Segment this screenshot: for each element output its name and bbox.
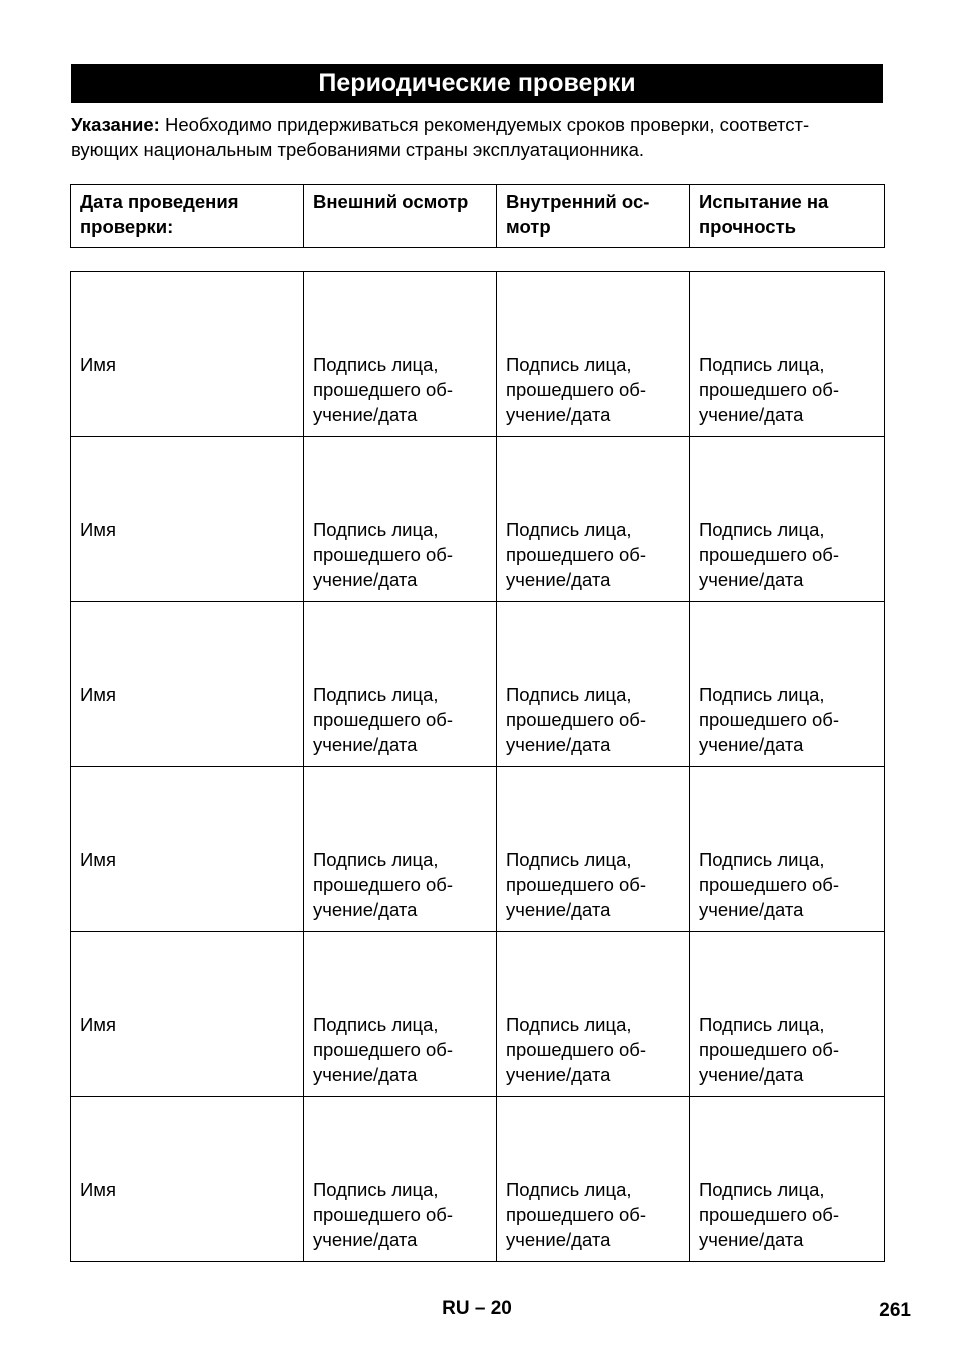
signature-label: прошедшего об-	[313, 709, 454, 730]
header-cell-strength	[690, 185, 885, 248]
header-cell-text: Дата проведения	[80, 191, 239, 212]
signature-label: учение/дата	[313, 404, 418, 425]
signature-label: прошедшего об-	[506, 1039, 647, 1060]
signature-label: учение/дата	[699, 1064, 804, 1085]
note-label: Указание:	[71, 114, 160, 135]
signature-label: Подпись лица,	[506, 1179, 632, 1200]
signature-label: Подпись лица,	[506, 849, 632, 870]
signature-label: Подпись лица,	[506, 684, 632, 705]
signature-label: учение/дата	[506, 569, 611, 590]
page-footer-label: RU – 20	[442, 1298, 512, 1319]
name-cell[interactable]	[71, 272, 304, 437]
signature-cell-strength[interactable]	[690, 932, 885, 1097]
table-row	[71, 602, 885, 767]
signature-cell-internal[interactable]	[497, 602, 690, 767]
signature-cell-internal[interactable]	[497, 272, 690, 437]
signature-label: Подпись лица,	[699, 1179, 825, 1200]
signature-cell-strength[interactable]	[690, 767, 885, 932]
signature-cell-strength[interactable]	[690, 272, 885, 437]
signature-label: прошедшего об-	[699, 544, 840, 565]
signature-cell-external[interactable]	[304, 767, 497, 932]
signature-label: прошедшего об-	[699, 1039, 840, 1060]
table-row	[71, 272, 885, 437]
signature-cell-internal[interactable]	[497, 932, 690, 1097]
signature-label: учение/дата	[313, 1064, 418, 1085]
signature-cell-strength[interactable]	[690, 1097, 885, 1262]
signature-label: Подпись лица,	[506, 354, 632, 375]
signature-label: прошедшего об-	[313, 1039, 454, 1060]
signature-cell-internal[interactable]	[497, 437, 690, 602]
signature-label: учение/дата	[313, 569, 418, 590]
name-label: Имя	[80, 354, 117, 375]
signature-label: Подпись лица,	[313, 849, 439, 870]
table-row	[71, 437, 885, 602]
signature-label: прошедшего об-	[699, 709, 840, 730]
signature-cell-strength[interactable]	[690, 602, 885, 767]
signature-label: учение/дата	[313, 734, 418, 755]
signature-label: Подпись лица,	[699, 849, 825, 870]
name-cell[interactable]	[71, 932, 304, 1097]
signature-label: Подпись лица,	[699, 684, 825, 705]
signature-label: учение/дата	[699, 569, 804, 590]
signature-label: прошедшего об-	[506, 709, 647, 730]
header-row	[71, 185, 885, 248]
signature-label: Подпись лица,	[699, 519, 825, 540]
signature-label: учение/дата	[699, 899, 804, 920]
note-text-1: Необходимо придерживаться рекомендуемых сроков проверки, соответст-	[159, 114, 810, 135]
table-row	[71, 767, 885, 932]
header-cell-text: Испытание на	[699, 191, 829, 212]
signature-cell-external[interactable]	[304, 437, 497, 602]
signature-cell-external[interactable]	[304, 272, 497, 437]
signature-label: учение/дата	[506, 404, 611, 425]
signature-label: Подпись лица,	[699, 354, 825, 375]
note-text-2: вующих национальным требованиями страны эксплуатационника.	[71, 139, 645, 160]
signature-label: прошедшего об-	[313, 379, 454, 400]
name-label: Имя	[80, 1014, 117, 1035]
inspection-records-table	[70, 271, 885, 1262]
header-cell-text: Внешний осмотр	[313, 191, 469, 212]
signature-label: учение/дата	[506, 734, 611, 755]
name-label: Имя	[80, 519, 117, 540]
note	[71, 112, 891, 162]
signature-label: Подпись лица,	[313, 354, 439, 375]
header-cell-text: проверки:	[80, 216, 174, 237]
signature-label: учение/дата	[699, 1229, 804, 1250]
header-cell-internal	[497, 185, 690, 248]
signature-label: Подпись лица,	[313, 684, 439, 705]
name-label: Имя	[80, 684, 117, 705]
signature-cell-external[interactable]	[304, 1097, 497, 1262]
table-row	[71, 932, 885, 1097]
header-cell-date	[71, 185, 304, 248]
signature-label: учение/дата	[506, 1064, 611, 1085]
signature-cell-strength[interactable]	[690, 437, 885, 602]
signature-cell-internal[interactable]	[497, 767, 690, 932]
signature-label: прошедшего об-	[313, 1204, 454, 1225]
signature-label: Подпись лица,	[699, 1014, 825, 1035]
signature-label: прошедшего об-	[313, 874, 454, 895]
signature-cell-internal[interactable]	[497, 1097, 690, 1262]
name-label: Имя	[80, 1179, 117, 1200]
signature-label: прошедшего об-	[506, 544, 647, 565]
signature-label: учение/дата	[313, 1229, 418, 1250]
signature-cell-external[interactable]	[304, 932, 497, 1097]
signature-label: прошедшего об-	[699, 874, 840, 895]
signature-label: учение/дата	[506, 899, 611, 920]
name-label: Имя	[80, 849, 117, 870]
signature-label: прошедшего об-	[699, 379, 840, 400]
signature-label: учение/дата	[313, 899, 418, 920]
table-row	[71, 1097, 885, 1262]
name-cell[interactable]	[71, 767, 304, 932]
header-cell-text: прочность	[699, 216, 797, 237]
signature-label: Подпись лица,	[313, 1014, 439, 1035]
signature-label: прошедшего об-	[506, 379, 647, 400]
header-cell-text: Внутренний ос-	[506, 191, 650, 212]
name-cell[interactable]	[71, 602, 304, 767]
signature-label: Подпись лица,	[506, 1014, 632, 1035]
note-line-1	[71, 112, 891, 137]
signature-label: Подпись лица,	[313, 519, 439, 540]
signature-label: прошедшего об-	[313, 544, 454, 565]
page-number: 261	[879, 1300, 911, 1321]
inspection-header-table	[70, 184, 885, 248]
signature-label: прошедшего об-	[506, 1204, 647, 1225]
signature-cell-external[interactable]	[304, 602, 497, 767]
signature-label: Подпись лица,	[313, 1179, 439, 1200]
name-cell[interactable]	[71, 437, 304, 602]
signature-label: Подпись лица,	[506, 519, 632, 540]
header-cell-text: мотр	[506, 216, 551, 237]
signature-label: прошедшего об-	[699, 1204, 840, 1225]
signature-label: учение/дата	[699, 404, 804, 425]
page-title: Периодические проверки	[71, 64, 883, 103]
name-cell[interactable]	[71, 1097, 304, 1262]
signature-label: учение/дата	[699, 734, 804, 755]
header-cell-external	[304, 185, 497, 248]
signature-label: учение/дата	[506, 1229, 611, 1250]
signature-label: прошедшего об-	[506, 874, 647, 895]
